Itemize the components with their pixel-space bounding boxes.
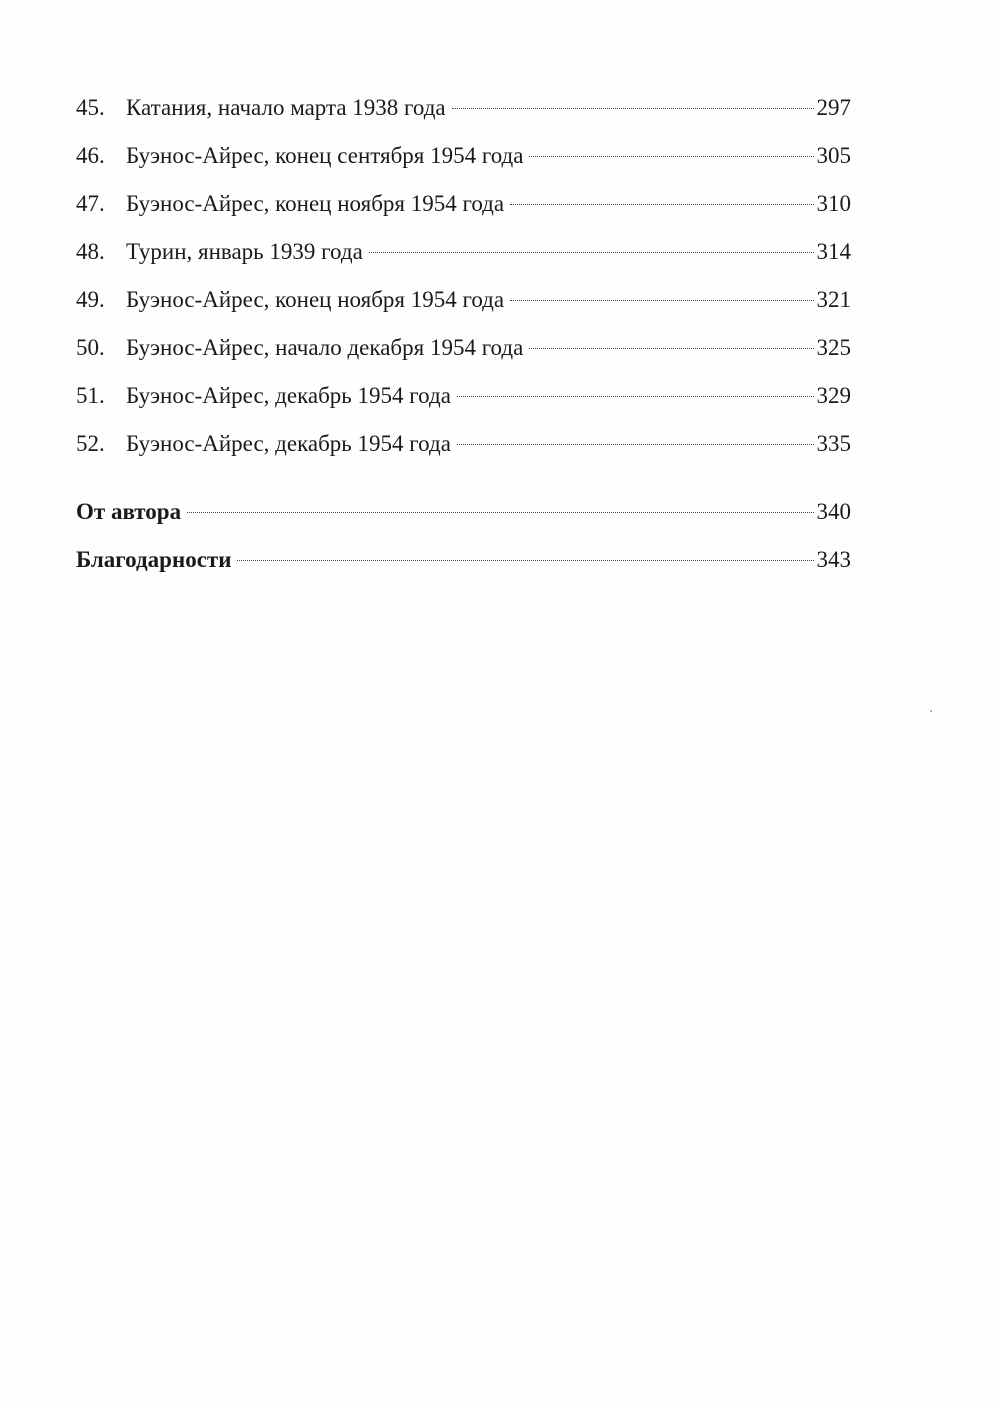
chapter-number: 52. (76, 431, 105, 456)
scan-speck (930, 710, 932, 712)
toc-entry-51[interactable] (76, 372, 851, 420)
page-number: 321 (816, 287, 851, 312)
section-spacer (76, 468, 851, 488)
dot-leader (237, 560, 813, 561)
page-number: 340 (816, 499, 851, 524)
page-number: 335 (816, 431, 851, 456)
section-title: От автора (76, 499, 182, 524)
page-number: 310 (816, 191, 851, 216)
toc-entry-from-author[interactable] (76, 488, 851, 536)
page-number: 305 (816, 143, 851, 168)
chapter-number: 45. (76, 95, 105, 120)
chapter-title: Буэнос-Айрес, конец ноября 1954 года (126, 287, 505, 312)
chapter-title: Катания, начало марта 1938 года (126, 95, 446, 120)
toc-entry-48[interactable] (76, 228, 851, 276)
chapter-number: 49. (76, 287, 105, 312)
chapter-number: 46. (76, 143, 105, 168)
dot-leader (529, 156, 813, 157)
dot-leader (187, 512, 813, 513)
page-number: 314 (816, 239, 851, 264)
table-of-contents (76, 84, 851, 584)
chapter-number: 50. (76, 335, 105, 360)
chapter-number: 47. (76, 191, 105, 216)
dot-leader (457, 396, 814, 397)
toc-entry-50[interactable] (76, 324, 851, 372)
dot-leader (452, 108, 814, 109)
chapter-title: Буэнос-Айрес, конец сентября 1954 года (126, 143, 524, 168)
chapter-title: Буэнос-Айрес, декабрь 1954 года (126, 431, 451, 456)
chapter-title: Буэнос-Айрес, конец ноября 1954 года (126, 191, 505, 216)
page-number: 343 (816, 547, 851, 572)
toc-entry-46[interactable] (76, 132, 851, 180)
page-number: 297 (816, 95, 851, 120)
toc-entry-acknowledgements[interactable] (76, 536, 851, 584)
chapter-title: Буэнос-Айрес, начало декабря 1954 года (126, 335, 524, 360)
chapter-number: 48. (76, 239, 105, 264)
toc-entry-45[interactable] (76, 84, 851, 132)
dot-leader (369, 252, 814, 253)
chapter-title: Турин, январь 1939 года (126, 239, 363, 264)
toc-entry-52[interactable] (76, 420, 851, 468)
chapter-number: 51. (76, 383, 105, 408)
dot-leader (457, 444, 814, 445)
page-number: 325 (816, 335, 851, 360)
dot-leader (529, 348, 813, 349)
toc-entry-49[interactable] (76, 276, 851, 324)
dot-leader (510, 300, 813, 301)
page-number: 329 (816, 383, 851, 408)
dot-leader (510, 204, 813, 205)
section-title: Благодарности (76, 547, 232, 572)
chapter-title: Буэнос-Айрес, декабрь 1954 года (126, 383, 451, 408)
toc-entry-47[interactable] (76, 180, 851, 228)
